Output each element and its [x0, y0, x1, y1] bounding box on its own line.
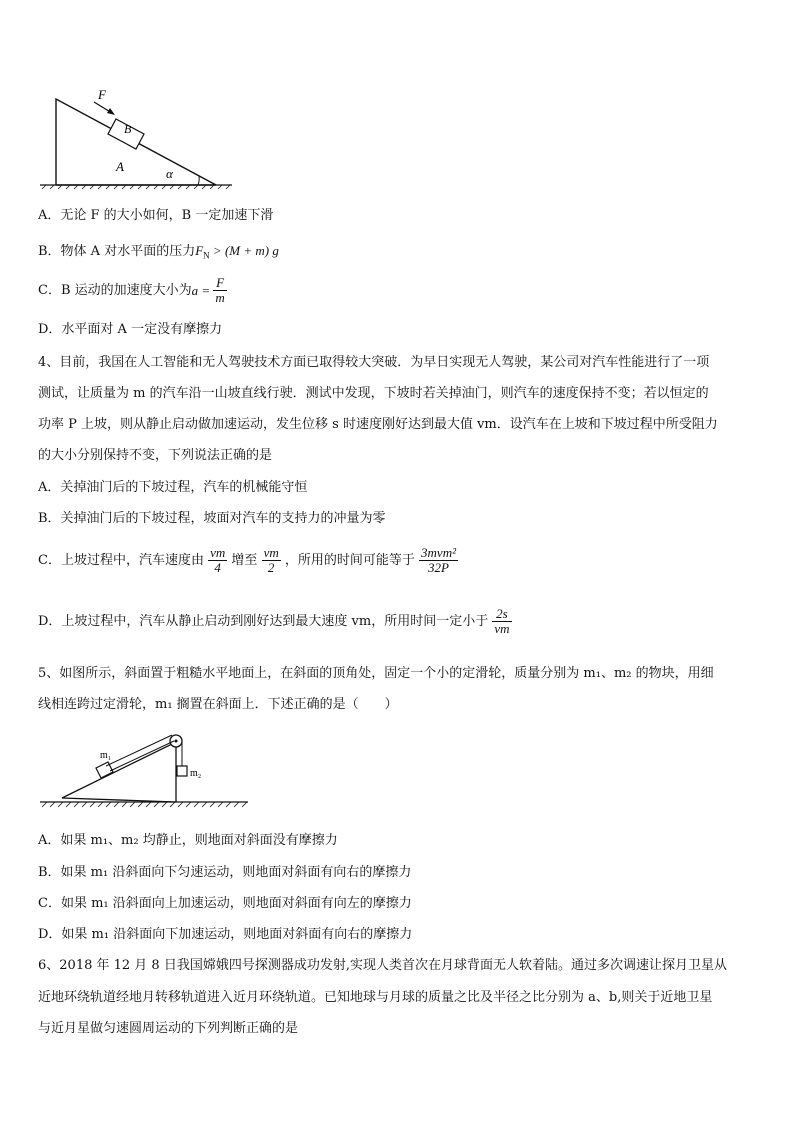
q5-option-c: C．如果 m₁ 沿斜面向上加速运动，则地面对斜面有向左的摩擦力	[38, 896, 412, 911]
q5-stem-line-2: 线相连跨过定滑轮，m₁ 搁置在斜面上．下述正确的是（ ）	[38, 697, 398, 712]
q3-option-d: D．水平面对 A 一定没有摩擦力	[38, 322, 223, 337]
q4-option-d-fraction: $\frac{2s}{vm}$	[494, 606, 510, 637]
q4-option-b: B．关掉油门后的下坡过程，坡面对汽车的支持力的冲量为零	[38, 511, 386, 526]
q4-option-c-frac-2: $\frac{vm}{2}$	[263, 545, 279, 576]
q3-option-c: C．B 运动的加速度大小为a = $\frac{F}{m}$	[38, 275, 225, 306]
q3-option-b-text: B．物体 A 对水平面的压力	[38, 244, 196, 259]
q6-stem-line-1: 6、2018 年 12 月 8 日我国嫦娥四号探测器成功发射,实现人类首次在月球背面无人软着陆。通过多次调速让探月卫星从	[38, 958, 727, 973]
q4-stem-line-3: 功率 P 上坡，则从静止启动做加速运动，发生位移 s 时速度刚好达到最大值 vm．设汽车在上坡和下坡过程中所受阻力	[38, 417, 718, 432]
q3-option-b-FN: $F_N > (M + m)$ g	[195, 243, 279, 261]
q3-option-c-fraction: $\frac{F}{m}$	[215, 275, 225, 306]
q5-option-d: D．如果 m₁ 沿斜面向下加速运动，则地面对斜面有向右的摩擦力	[38, 927, 413, 942]
q5-option-b: B．如果 m₁ 沿斜面向下匀速运动，则地面对斜面有向右的摩擦力	[38, 865, 412, 880]
label-A: A	[116, 159, 124, 174]
label-B: B	[124, 122, 132, 136]
q4-stem-line-2: 测试，让质量为 m 的汽车沿一山坡直线行驶．测试中发现，下坡时若关掉油门，则汽车的速度保持不变；若以恒定的	[38, 386, 709, 401]
q5-option-a: A．如果 m₁、m₂ 均静止，则地面对斜面没有摩擦力	[38, 833, 338, 848]
q3-option-c-text: C．B 运动的加速度大小为	[38, 283, 192, 298]
incline-figure-1	[36, 84, 236, 190]
q4-option-c-frac-1: $\frac{vm}{4}$	[210, 545, 226, 576]
label-m1: m₁	[100, 750, 112, 761]
q4-option-d: D．上坡过程中，汽车从静止启动到刚好达到最大速度 vm，所用时间一定小于 $\frac{2s}{vm}$	[38, 606, 510, 637]
q6-stem-line-2: 近地环绕轨道经地月转移轨道进入近月环绕轨道。已知地球与月球的质量之比及半径之比分别为 a、b,则关于近地卫星	[38, 990, 713, 1005]
incline-pulley-figure-2	[38, 730, 250, 812]
label-alpha: α	[166, 166, 173, 181]
q3-option-a: A．无论 F 的大小如何，B 一定加速下滑	[38, 208, 274, 223]
q4-option-a: A．关掉油门后的下坡过程，汽车的机械能守恒	[38, 480, 308, 495]
label-F: F	[98, 87, 106, 102]
q4-stem-line-4: 的大小分别保持不变，下列说法正确的是	[38, 448, 273, 463]
label-m2: m₂	[190, 768, 202, 779]
q6-stem-line-3: 与近月星做匀速圆周运动的下列判断正确的是	[38, 1021, 299, 1036]
q4-option-c-frac-3: $\frac{\text{3mvm²}}{32P}$	[421, 545, 456, 576]
q5-stem-line-1: 5、如图所示，斜面置于粗糙水平地面上，在斜面的顶角处，固定一个小的定滑轮，质量分别为 m₁、m₂ 的物块，用细	[38, 666, 714, 681]
q4-stem-line-1: 4、目前，我国在人工智能和无人驾驶技术方面已取得较大突破．为早日实现无人驾驶，某公司对汽车性能进行了一项	[38, 355, 710, 370]
q4-option-c: C．上坡过程中，汽车速度由 $\frac{vm}{4}$ 增至 $\frac{vm}{2}$ ，所用的时间可能等于 $\frac{\text{3mvm²}}{32P}$	[38, 545, 456, 576]
q3-option-b	[38, 243, 279, 261]
